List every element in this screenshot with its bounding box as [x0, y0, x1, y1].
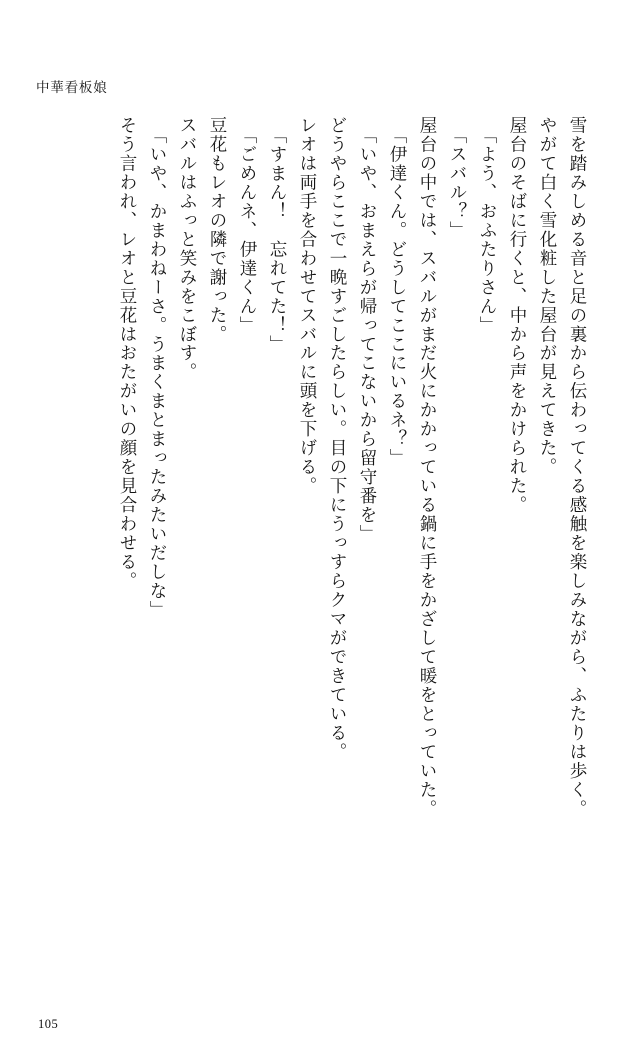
text-line: 「伊達くん。どうしてここにいるネ？」: [388, 126, 408, 468]
text-line: 豆花もレオの隣で謝った。: [208, 116, 228, 344]
text-line: やがて白く雪化粧した屋台が見えてきた。: [538, 116, 558, 477]
text-line: スバルはふっと笑みをこぼす。: [178, 116, 198, 382]
text-line: 屋台のそばに行くと、中から声をかけられた。: [508, 116, 528, 515]
text-line: 「いや、おまえらが帰ってこないから留守番を」: [358, 126, 378, 544]
text-line: 屋台の中では、スバルがまだ火にかかっている鍋に手をかざして暖をとっていた。: [418, 116, 438, 819]
text-line: そう言われ、レオと豆花はおたがいの顔を見合わせる。: [118, 116, 138, 591]
text-line: どうやらここで一晩すごしたらしい。目の下にうっすらクマができている。: [328, 116, 348, 762]
text-line: 「すまん！ 忘れてた！」: [268, 126, 288, 354]
page-number: 105: [38, 1017, 59, 1031]
text-line: 「ごめんネ、伊達くん」: [238, 126, 258, 335]
text-line: 「スバル？」: [448, 126, 468, 240]
text-line: 「よう、おふたりさん」: [478, 126, 498, 335]
text-line: レオは両手を合わせてスバルに頭を下げる。: [298, 116, 318, 496]
vertical-body-text: [46, 116, 586, 926]
text-line: 雪を踏みしめる音と足の裏から伝わってくる感触を楽しみながら、ふたりは歩く。: [568, 116, 588, 819]
running-head: 中華看板娘: [36, 80, 108, 95]
text-line: 「いや、かまわねーさ。うまくまとまったみたいだしな」: [148, 126, 168, 620]
